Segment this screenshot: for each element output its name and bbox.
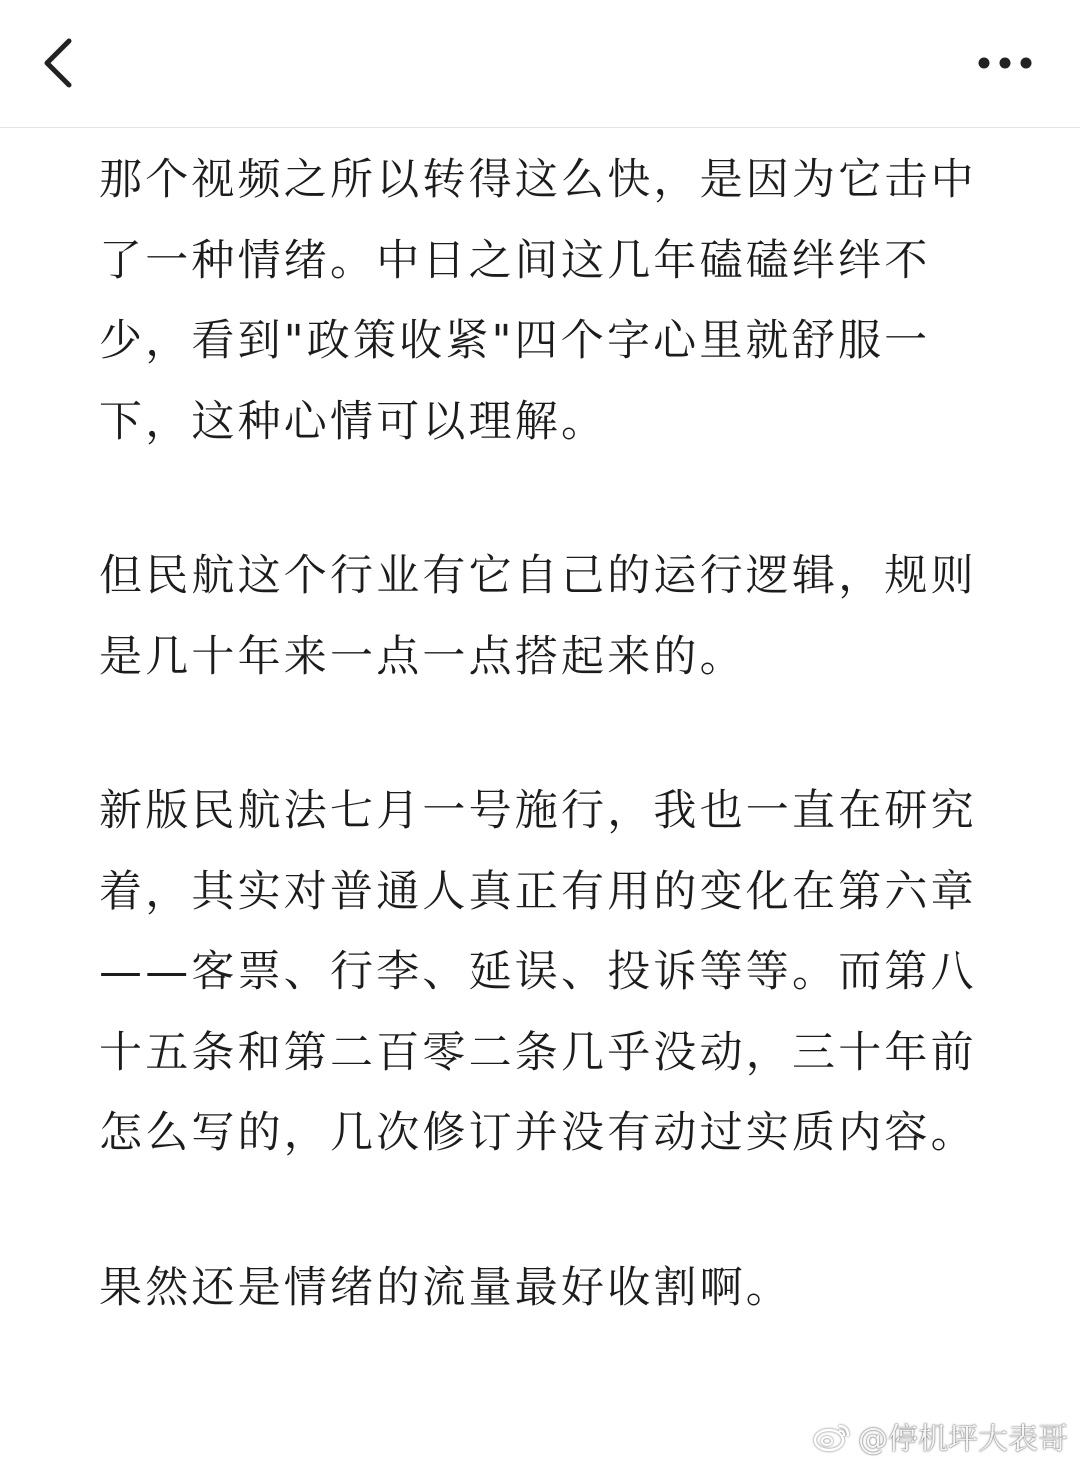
- paragraph-2: 但民航这个行业有它自己的运行逻辑，规则是几十年来一点一点搭起来的。: [99, 551, 977, 682]
- paragraph-3: 新版民航法七月一号施行，我也一直在研究着，其实对普通人真正有用的变化在第六章——客票、行李、延误、投诉等等。而第八十五条和第二百零二条几乎没动，三十年前怎么写的，几次修订并没有动过实质内容。: [99, 786, 977, 1158]
- weibo-logo-icon: [812, 1420, 852, 1452]
- more-horizontal-icon: [977, 56, 1033, 70]
- more-options-button[interactable]: [960, 30, 1050, 96]
- paragraph-1: 那个视频之所以转得这么快，是因为它击中了一种情绪。中日之间这几年磕磕绊绊不少，看到"政策收紧"四个字心里就舒服一下，这种心情可以理解。: [99, 155, 977, 447]
- watermark-text: @停机坪大表哥: [858, 1422, 1068, 1457]
- article-body: [99, 140, 989, 1328]
- chevron-left-icon: [37, 37, 77, 89]
- weibo-watermark: [812, 1414, 1068, 1458]
- top-navigation-bar: [0, 0, 1080, 128]
- back-button[interactable]: [22, 24, 92, 102]
- paragraph-4: 果然还是情绪的流量最好收割啊。: [99, 1262, 792, 1313]
